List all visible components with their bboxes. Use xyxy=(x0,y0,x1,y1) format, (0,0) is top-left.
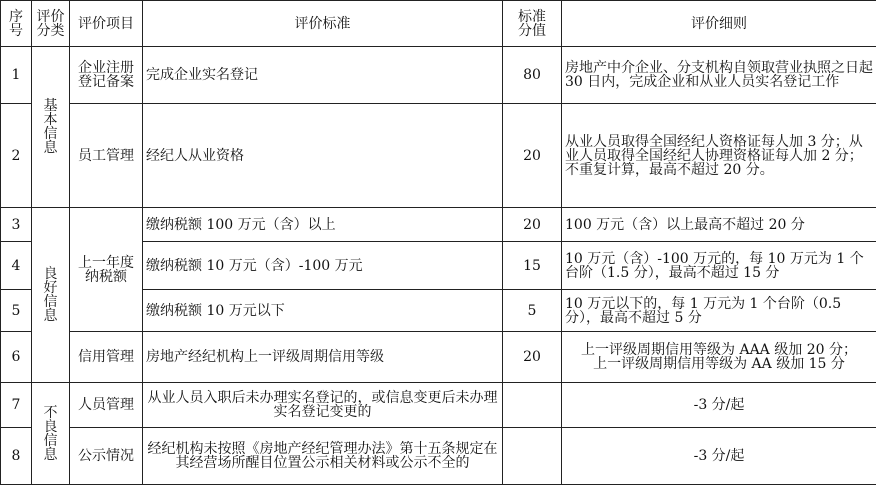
row-score xyxy=(503,383,562,428)
row-item: 人员管理 xyxy=(70,383,143,428)
table-row xyxy=(1,47,876,104)
row-detail: 房地产中介企业、分支机构自领取营业执照之日起 30 日内，完成企业和从业人员实名登记工作 xyxy=(562,47,876,104)
table-row xyxy=(1,428,876,485)
row-item: 信用管理 xyxy=(70,332,143,383)
row-detail: -3 分/起 xyxy=(562,428,876,485)
category-bad: 不良信息 xyxy=(32,383,70,485)
row-standard: 从业人员入职后未办理实名登记的，或信息变更后未办理实名登记变更的 xyxy=(143,383,503,428)
row-detail: 10 万元以下的，每 1 万元为 1 个台阶（0.5 分），最高不超过 5 分 xyxy=(562,290,876,332)
row-no: 1 xyxy=(1,47,32,104)
row-score: 20 xyxy=(503,104,562,208)
row-score: 20 xyxy=(503,332,562,383)
row-standard: 经纪人从业资格 xyxy=(143,104,503,208)
row-no: 4 xyxy=(1,242,32,290)
row-detail: 100 万元（含）以上最高不超过 20 分 xyxy=(562,208,876,242)
header-no: 序号 xyxy=(1,1,32,47)
row-detail: -3 分/起 xyxy=(562,383,876,428)
row-no: 2 xyxy=(1,104,32,208)
row-item: 员工管理 xyxy=(70,104,143,208)
row-item: 上一年度纳税额 xyxy=(70,208,143,332)
row-no: 5 xyxy=(1,290,32,332)
header-row xyxy=(1,1,876,47)
row-no: 7 xyxy=(1,383,32,428)
header-detail: 评价细则 xyxy=(562,1,876,47)
row-item: 企业注册登记备案 xyxy=(70,47,143,104)
header-item: 评价项目 xyxy=(70,1,143,47)
table-row xyxy=(1,208,876,242)
row-detail: 10 万元（含）-100 万元的，每 10 万元为 1 个台阶（1.5 分），最高不超过 15 分 xyxy=(562,242,876,290)
row-standard: 经纪机构未按照《房地产经纪管理办法》第十五条规定在其经营场所醒目位置公示相关材料或公示不全的 xyxy=(143,428,503,485)
row-detail: 上一评级周期信用等级为 AAA 级加 20 分； 上一评级周期信用等级为 AA 级加 15 分 xyxy=(562,332,876,383)
row-standard: 缴纳税额 10 万元以下 xyxy=(143,290,503,332)
table-row xyxy=(1,104,876,208)
category-basic: 基本信息 xyxy=(32,47,70,208)
row-standard: 缴纳税额 10 万元（含）-100 万元 xyxy=(143,242,503,290)
table-row xyxy=(1,332,876,383)
row-score: 20 xyxy=(503,208,562,242)
header-category: 评价分类 xyxy=(32,1,70,47)
row-no: 6 xyxy=(1,332,32,383)
header-standard: 评价标准 xyxy=(143,1,503,47)
row-standard: 完成企业实名登记 xyxy=(143,47,503,104)
row-standard: 房地产经纪机构上一评级周期信用等级 xyxy=(143,332,503,383)
row-score: 80 xyxy=(503,47,562,104)
category-good: 良好信息 xyxy=(32,208,70,383)
table-row xyxy=(1,383,876,428)
row-item: 公示情况 xyxy=(70,428,143,485)
row-score: 15 xyxy=(503,242,562,290)
row-no: 3 xyxy=(1,208,32,242)
row-no: 8 xyxy=(1,428,32,485)
row-standard: 缴纳税额 100 万元（含）以上 xyxy=(143,208,503,242)
header-score: 标准分值 xyxy=(503,1,562,47)
row-score: 5 xyxy=(503,290,562,332)
row-score xyxy=(503,428,562,485)
row-detail: 从业人员取得全国经纪人资格证每人加 3 分；从业人员取得全国经纪人协理资格证每人加 2 分； 不重复计算，最高不超过 20 分。 xyxy=(562,104,876,208)
